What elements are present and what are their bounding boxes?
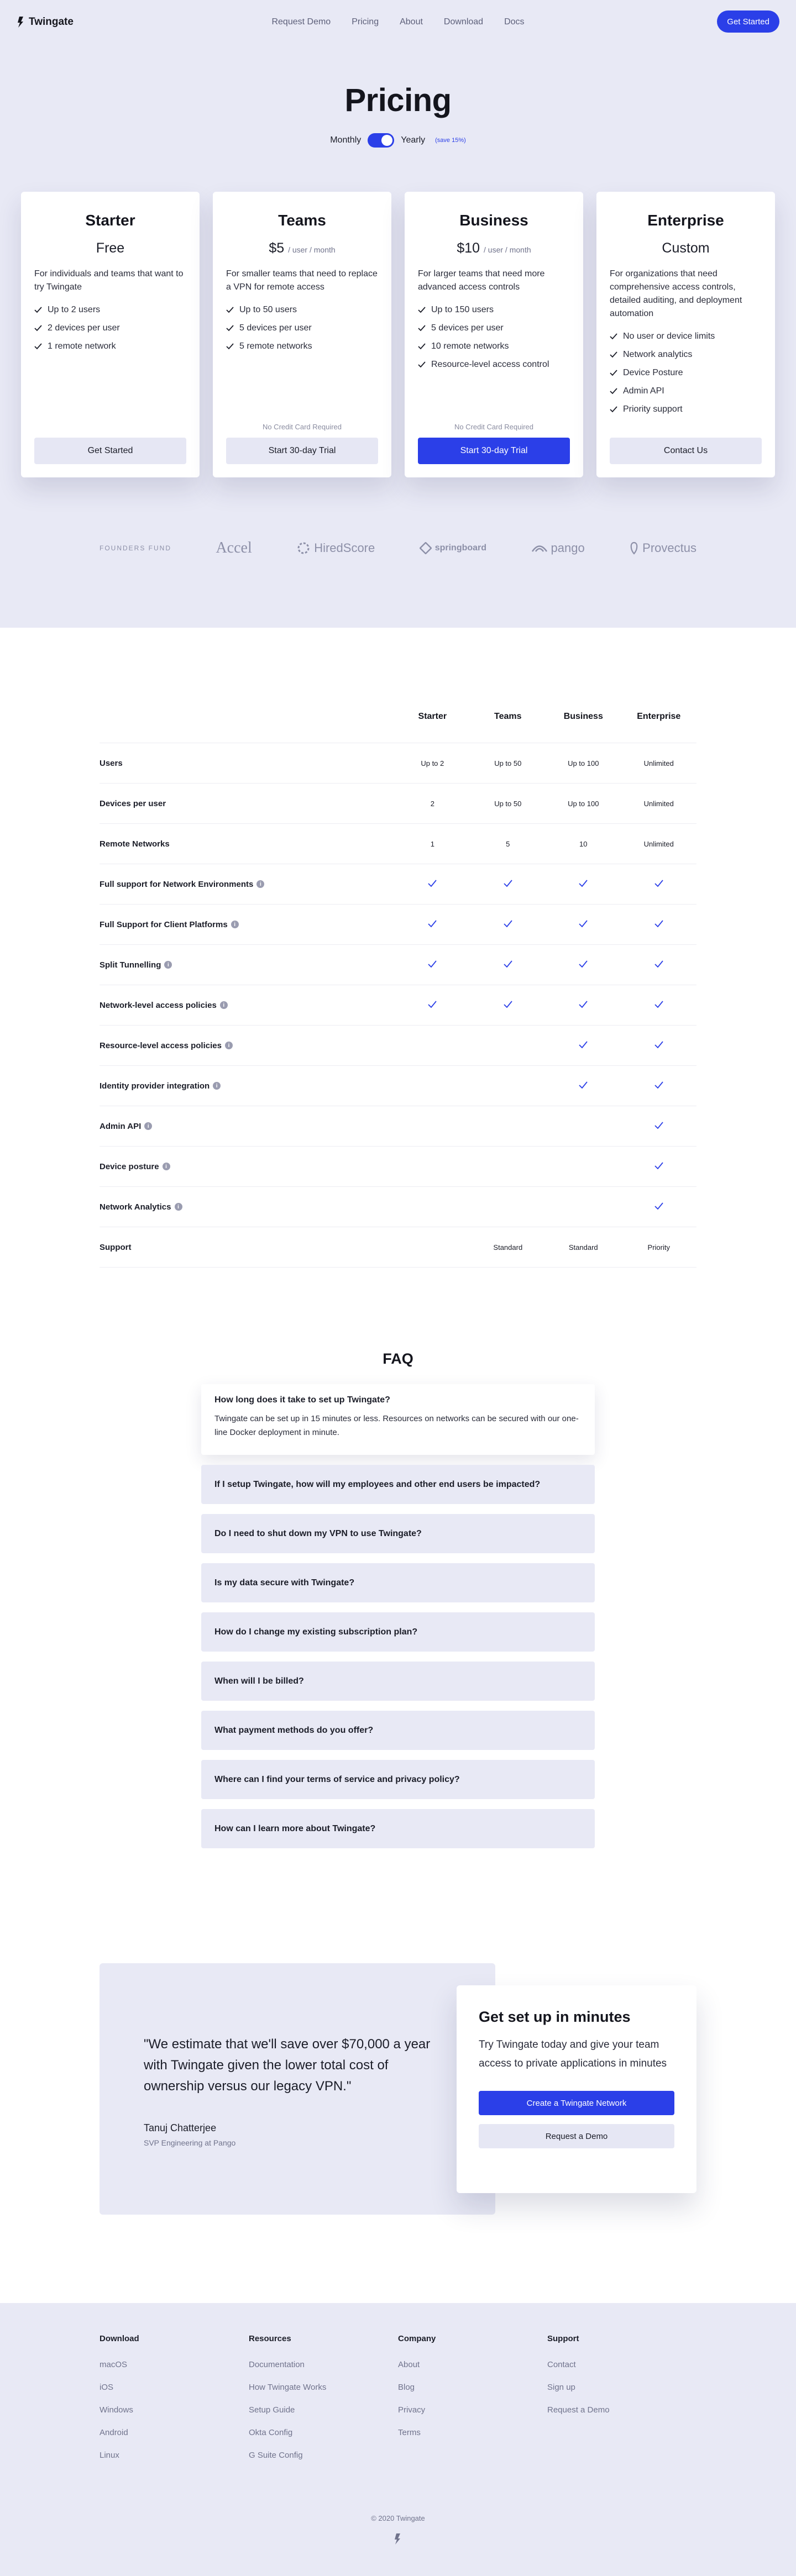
check-icon [654, 920, 663, 927]
nav-link-request-demo[interactable]: Request Demo [271, 17, 331, 27]
check-icon [610, 351, 617, 358]
feature-cell [621, 1001, 696, 1010]
info-icon[interactable]: i [225, 1042, 233, 1049]
info-icon[interactable]: i [163, 1163, 170, 1170]
investor-logos [100, 539, 696, 557]
check-icon [418, 307, 426, 313]
plan-name: Business [459, 212, 528, 229]
business-trial-button[interactable]: Start 30-day Trial [418, 438, 570, 464]
footer-link[interactable]: Setup Guide [249, 2405, 295, 2415]
feature-text: 5 remote networks [239, 341, 312, 351]
feature-cell [621, 1162, 696, 1171]
feature-cell [470, 960, 546, 969]
logo-hiredscore [296, 541, 375, 555]
feature-cell [621, 1081, 696, 1090]
faq-item[interactable] [201, 1465, 595, 1504]
feature-cell [621, 920, 696, 929]
faq-item-open[interactable] [201, 1384, 595, 1455]
plan-price-amount: $10 [457, 240, 480, 256]
testimonial-author: Tanuj Chatterjee [144, 2122, 217, 2133]
teams-trial-button[interactable]: Start 30-day Trial [226, 438, 378, 464]
monthly-label: Monthly [330, 135, 362, 145]
feature-cell [621, 1122, 696, 1131]
comparison-row [100, 945, 696, 985]
plan-price [610, 240, 762, 256]
plan-features [610, 327, 762, 418]
footer-logo-icon[interactable] [394, 2533, 402, 2545]
check-icon [34, 325, 42, 332]
logo-provectus [629, 541, 696, 555]
logo-accel: Accel [216, 539, 252, 556]
feature-cell [621, 1202, 696, 1211]
plan-card-enterprise [596, 192, 775, 477]
faq-question: How can I learn more about Twingate? [214, 1823, 376, 1833]
check-icon [654, 880, 663, 887]
feature-cell [621, 880, 696, 889]
plan-name: Teams [278, 212, 326, 229]
feature-text: Resource-level access control [431, 360, 549, 369]
springboard-mark-icon [420, 542, 432, 554]
info-icon[interactable]: i [144, 1122, 152, 1130]
feature-text: No user or device limits [623, 332, 715, 341]
feature-cell: Up to 50 [494, 799, 522, 808]
feature-label-text: Split Tunnelling [100, 960, 161, 970]
faq-question: When will I be billed? [214, 1676, 304, 1686]
nav-link-about[interactable]: About [400, 17, 423, 27]
feature-item [34, 301, 186, 319]
feature-cell [395, 880, 470, 889]
feature-cell [395, 1001, 470, 1010]
footer-link[interactable]: Privacy [398, 2405, 426, 2415]
feature-cell [470, 920, 546, 929]
feature-text: Device Posture [623, 368, 683, 377]
faq-title: FAQ [383, 1350, 413, 1367]
logo-text: HiredScore [314, 541, 375, 555]
nav-link-docs[interactable]: Docs [504, 17, 525, 27]
comparison-row [100, 985, 696, 1026]
check-icon [654, 1081, 663, 1089]
logo-text: pango [551, 541, 585, 555]
footer [0, 2303, 796, 2576]
comparison-header-row [100, 708, 696, 743]
check-icon [226, 307, 234, 313]
billing-toggle-row [0, 133, 796, 148]
comparison-row [100, 1147, 696, 1187]
feature-text: Up to 150 users [431, 305, 494, 314]
feature-label [100, 1001, 395, 1010]
check-icon [579, 1001, 588, 1008]
twingate-logo-icon [17, 17, 25, 28]
feature-text: 10 remote networks [431, 341, 509, 351]
logo-text: springboard [434, 543, 487, 553]
faq-question: If I setup Twingate, how will my employees and other end users be impacted? [214, 1479, 541, 1489]
feature-label-text: Resource-level access policies [100, 1040, 222, 1050]
info-icon[interactable]: i [256, 880, 264, 888]
brand-logo[interactable] [17, 16, 74, 28]
footer-column-download [100, 2334, 249, 2467]
feature-label-text: Devices per user [100, 798, 166, 808]
faq-item[interactable] [201, 1563, 595, 1602]
feature-cell [546, 1001, 621, 1010]
feature-label-text: Remote Networks [100, 839, 170, 849]
footer-link[interactable]: Request a Demo [547, 2405, 610, 2415]
feature-cell: 5 [506, 839, 510, 848]
faq-item[interactable] [201, 1760, 595, 1799]
check-icon [418, 325, 426, 332]
check-icon [418, 361, 426, 368]
check-icon [610, 406, 617, 413]
check-icon [504, 920, 512, 927]
feature-text: Up to 2 users [48, 305, 101, 314]
faq-item[interactable] [201, 1809, 595, 1848]
create-network-button[interactable]: Create a Twingate Network [479, 2091, 674, 2115]
comparison-body [100, 743, 696, 1268]
feature-cell [621, 960, 696, 969]
plan-card-business [405, 192, 583, 477]
comparison-table [100, 708, 696, 1268]
feature-item [226, 337, 378, 355]
faq-item[interactable] [201, 1612, 595, 1652]
hiredscore-mark-icon [296, 541, 311, 555]
feature-text: Priority support [623, 404, 683, 414]
feature-cell: Unlimited [643, 839, 674, 848]
feature-label [100, 960, 395, 970]
feature-cell [546, 960, 621, 969]
comparison-row [100, 1066, 696, 1106]
feature-item [418, 355, 570, 374]
testimonial-quote-box [100, 1963, 495, 2215]
feature-cell [546, 1081, 621, 1090]
feature-label-text: Full Support for Client Platforms [100, 919, 228, 929]
check-icon [226, 325, 234, 332]
contact-us-button[interactable]: Contact Us [610, 438, 762, 464]
feature-label [100, 920, 395, 929]
footer-column-company [398, 2334, 547, 2467]
footer-column-title: Download [100, 2334, 139, 2343]
check-icon [579, 960, 588, 968]
save-badge: (save 15%) [435, 137, 466, 144]
check-icon [428, 880, 437, 887]
plan-features [226, 301, 378, 355]
feature-cell: Unlimited [643, 799, 674, 808]
comparison-row [100, 864, 696, 905]
feature-cell [470, 1001, 546, 1010]
faq-question: How do I change my existing subscription plan? [214, 1627, 418, 1637]
check-icon [428, 1001, 437, 1008]
logo-pango [531, 541, 585, 555]
plan-name: Enterprise [647, 212, 724, 229]
info-icon[interactable]: i [164, 961, 172, 969]
feature-item [610, 364, 762, 382]
footer-link[interactable]: About [398, 2360, 420, 2369]
faq-question: How long does it take to set up Twingate? [214, 1395, 390, 1405]
feature-label-text: Full support for Network Environments [100, 879, 254, 889]
footer-link[interactable]: Linux [100, 2451, 119, 2460]
feature-cell [470, 880, 546, 889]
feature-label [100, 1243, 395, 1252]
feature-item [226, 319, 378, 337]
feature-label [100, 880, 395, 889]
feature-label [100, 1081, 395, 1091]
plan-description: For smaller teams that need to replace a VPN for remote access [226, 269, 378, 292]
feature-label [100, 759, 395, 768]
feature-item [226, 301, 378, 319]
check-icon [654, 1041, 663, 1048]
footer-link[interactable]: Okta Config [249, 2428, 293, 2437]
feature-text: Network analytics [623, 350, 693, 359]
feature-cell: Up to 100 [568, 759, 599, 767]
footer-column-resources [249, 2334, 398, 2467]
comparison-row [100, 1187, 696, 1227]
check-icon [654, 1202, 663, 1210]
footer-link[interactable]: iOS [100, 2383, 114, 2392]
footer-column-title: Company [398, 2334, 436, 2343]
check-icon [428, 920, 437, 927]
plan-card-teams [213, 192, 391, 477]
nav-link-download[interactable]: Download [443, 17, 484, 27]
check-icon [654, 960, 663, 968]
plan-price-unit: / user / month [484, 245, 531, 254]
plan-card-starter [21, 192, 200, 477]
cta-title: Get set up in minutes [479, 2009, 631, 2025]
no-credit-card-note: No Credit Card Required [262, 423, 342, 431]
plan-name: Starter [85, 212, 135, 229]
feature-label [100, 839, 395, 849]
feature-text: 5 devices per user [239, 323, 312, 333]
check-icon [610, 370, 617, 376]
feature-text: Up to 50 users [239, 305, 297, 314]
pango-mark-icon [531, 543, 548, 553]
request-demo-button[interactable]: Request a Demo [479, 2124, 674, 2148]
faq-question: What payment methods do you offer? [214, 1725, 374, 1735]
plan-price [418, 240, 570, 256]
footer-link[interactable]: Sign up [547, 2383, 575, 2392]
faq-item[interactable] [201, 1711, 595, 1750]
get-started-button[interactable]: Get Started [717, 10, 779, 33]
info-icon[interactable]: i [175, 1203, 182, 1211]
feature-label-text: Device posture [100, 1161, 159, 1171]
check-icon [654, 1162, 663, 1169]
feature-item [34, 337, 186, 355]
feature-text: 5 devices per user [431, 323, 504, 333]
footer-link[interactable]: Documentation [249, 2360, 305, 2369]
comparison-row [100, 784, 696, 824]
feature-cell: Priority [647, 1243, 670, 1252]
footer-link[interactable]: Blog [398, 2383, 415, 2392]
faq-question: Do I need to shut down my VPN to use Twingate? [214, 1528, 422, 1538]
footer-link[interactable]: Windows [100, 2405, 133, 2415]
check-icon [579, 1041, 588, 1048]
billing-toggle-switch[interactable] [368, 133, 394, 148]
feature-item [610, 327, 762, 345]
feature-cell: Unlimited [643, 759, 674, 767]
feature-item [610, 382, 762, 400]
check-icon [418, 343, 426, 350]
feature-cell [395, 920, 470, 929]
faq-item[interactable] [201, 1514, 595, 1553]
brand-name: Twingate [29, 16, 74, 28]
plan-price-amount: $5 [269, 240, 285, 256]
plan-description: For organizations that need comprehensive access controls, detailed auditing, and deployment automation [610, 269, 742, 318]
footer-column-title: Support [547, 2334, 579, 2343]
feature-cell: Standard [493, 1243, 523, 1252]
feature-item [610, 400, 762, 418]
plan-price-amount: Custom [662, 240, 710, 256]
comparison-row [100, 1227, 696, 1268]
feature-label-text: Identity provider integration [100, 1081, 210, 1091]
cta-card [457, 1985, 696, 2193]
feature-cell [546, 1041, 621, 1050]
feature-item [418, 337, 570, 355]
page-title: Pricing [344, 82, 452, 118]
logo-springboard [420, 542, 486, 554]
starter-get-started-button[interactable]: Get Started [34, 438, 186, 464]
logo-text: Provectus [642, 541, 696, 555]
feature-label [100, 1122, 395, 1131]
footer-link[interactable]: Android [100, 2428, 128, 2437]
feature-item [610, 345, 762, 364]
footer-link[interactable]: How Twingate Works [249, 2383, 327, 2392]
plan-price [34, 240, 186, 256]
info-icon[interactable]: i [220, 1001, 228, 1009]
check-icon [654, 1001, 663, 1008]
comparison-row [100, 905, 696, 945]
plan-description: For individuals and teams that want to try Twingate [34, 269, 184, 292]
check-icon [504, 880, 512, 887]
faq-answer: Twingate can be set up in 15 minutes or less. Resources on networks can be secured with our one-line Docker deployment in minute. [214, 1414, 579, 1437]
testimonial-quote: "We estimate that we'll save over $70,000 a year with Twingate given the lower total cost of ownership versus our legacy VPN." [144, 2037, 431, 2094]
column-header-business: Business [563, 712, 603, 721]
feature-label-text: Network-level access policies [100, 1000, 217, 1010]
feature-label-text: Admin API [100, 1121, 142, 1131]
check-icon [579, 920, 588, 927]
feature-label [100, 1162, 395, 1171]
yearly-label: Yearly [401, 135, 426, 145]
cta-text: Try Twingate today and give your team access to private applications in minutes [479, 2039, 667, 2069]
feature-cell [395, 960, 470, 969]
hero-section [0, 0, 796, 628]
footer-column-title: Resources [249, 2334, 291, 2343]
plan-card-footer [226, 423, 378, 464]
feature-text: 2 devices per user [48, 323, 120, 333]
check-icon [428, 960, 437, 968]
check-icon [579, 1081, 588, 1089]
feature-text: 1 remote network [48, 341, 116, 351]
faq-section [201, 1350, 595, 1848]
feature-cell [621, 1041, 696, 1050]
check-icon [654, 1122, 663, 1129]
feature-text: Admin API [623, 386, 664, 396]
column-header-enterprise: Enterprise [637, 712, 681, 721]
check-icon [504, 960, 512, 968]
feature-cell [546, 920, 621, 929]
feature-cell: Up to 2 [421, 759, 444, 767]
provectus-mark-icon [629, 542, 639, 555]
check-icon [34, 307, 42, 313]
feature-cell: Up to 50 [494, 759, 522, 767]
footer-columns [100, 2303, 696, 2467]
plan-price-amount: Free [96, 240, 125, 256]
plan-price [226, 240, 378, 256]
check-icon [226, 343, 234, 350]
feature-label-text: Support [100, 1242, 132, 1252]
logo-founders-fund: FOUNDERS FUND [100, 544, 171, 552]
feature-cell [546, 880, 621, 889]
column-header-teams: Teams [494, 712, 522, 721]
comparison-row [100, 824, 696, 864]
feature-cell: Standard [568, 1243, 598, 1252]
plan-features [418, 301, 570, 374]
comparison-row [100, 1026, 696, 1066]
check-icon [579, 880, 588, 887]
comparison-row [100, 743, 696, 784]
feature-cell: Up to 100 [568, 799, 599, 808]
testimonial-role: SVP Engineering at Pango [144, 2138, 236, 2147]
faq-question: Where can I find your terms of service and privacy policy? [214, 1774, 460, 1784]
footer-link[interactable]: macOS [100, 2360, 128, 2369]
plan-card-footer [610, 438, 762, 464]
top-nav [0, 0, 796, 44]
plan-card-footer [34, 438, 186, 464]
check-icon [610, 388, 617, 395]
feature-item [34, 319, 186, 337]
plan-price-unit: / user / month [288, 245, 336, 254]
info-icon[interactable]: i [213, 1082, 221, 1090]
info-icon[interactable]: i [231, 921, 239, 928]
faq-question: Is my data secure with Twingate? [214, 1578, 355, 1587]
feature-label-text: Network Analytics [100, 1202, 171, 1212]
plan-features [34, 301, 186, 355]
plan-card-footer [418, 423, 570, 464]
testimonial-section [100, 1963, 696, 2215]
feature-cell: 10 [579, 839, 588, 848]
feature-label [100, 1202, 395, 1212]
plan-cards [0, 192, 796, 477]
check-icon [34, 343, 42, 350]
footer-link[interactable]: Terms [398, 2428, 421, 2437]
copyright-text: © 2020 Twingate [371, 2514, 425, 2522]
no-credit-card-note: No Credit Card Required [454, 423, 534, 431]
feature-item [418, 319, 570, 337]
faq-item[interactable] [201, 1662, 595, 1701]
footer-link[interactable]: Contact [547, 2360, 576, 2369]
footer-link[interactable]: G Suite Config [249, 2451, 303, 2460]
feature-cell: 2 [430, 799, 434, 808]
feature-cell: 1 [430, 839, 434, 848]
feature-label-text: Users [100, 758, 123, 768]
feature-item [418, 301, 570, 319]
comparison-row [100, 1106, 696, 1147]
check-icon [504, 1001, 512, 1008]
footer-column-support [547, 2334, 696, 2467]
nav-links [271, 17, 524, 27]
feature-label [100, 1041, 395, 1050]
feature-label [100, 799, 395, 808]
nav-link-pricing[interactable]: Pricing [352, 17, 379, 27]
column-header-starter: Starter [418, 712, 447, 721]
plan-description: For larger teams that need more advanced access controls [418, 269, 545, 292]
check-icon [610, 333, 617, 340]
